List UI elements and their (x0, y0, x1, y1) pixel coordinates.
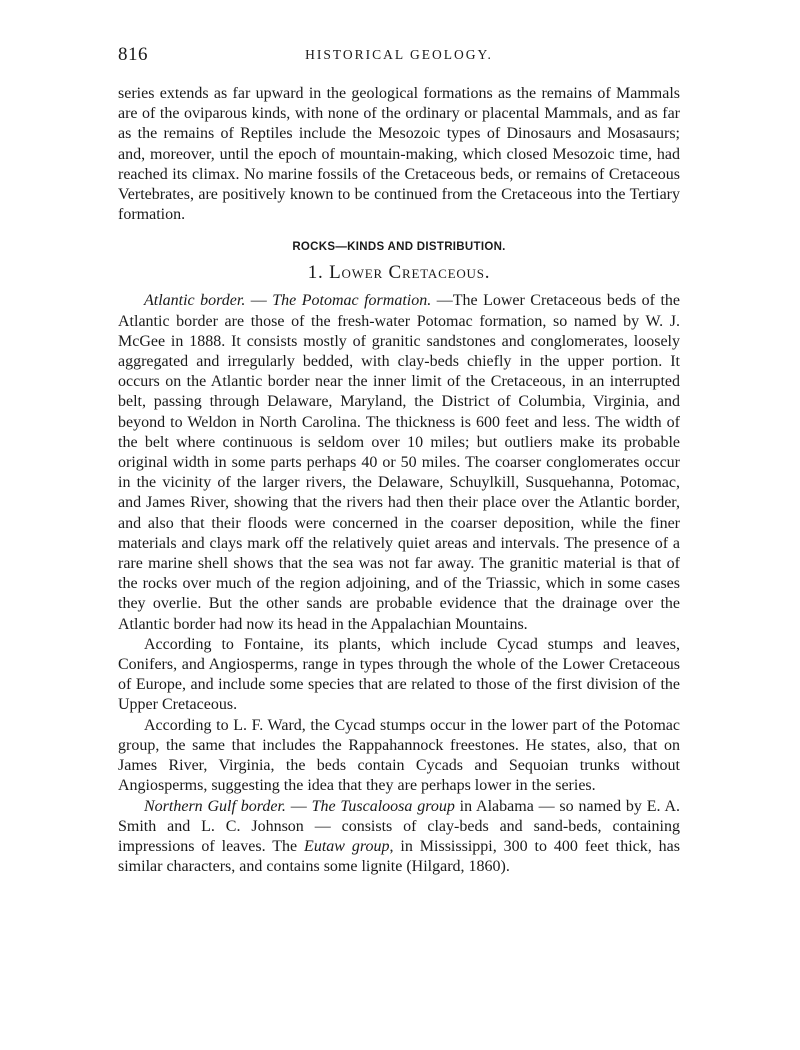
running-title: HISTORICAL GEOLOGY. (305, 47, 493, 62)
atlantic-border-text: The Lower Cretaceous beds of the Atlantic border are those of the fresh-water Potomac formation, so named by W. J. McGee in 1888. It consists mostly of granitic sandstones and conglomerates, loosely aggregated and irregularly bedded, with clay-beds chiefly in the upper portion. It occurs on the Atlantic border near the inner limit of the Cretaceous, in an interrupted belt, passing through Delaware, Maryland, the District of Columbia, Virginia, and beyond to Weldon in North Carolina. The thickness is 600 feet and less. The width of the belt where continuous is seldom over 10 miles; but outliers make its probable original width in some parts perhaps 40 or 50 miles. The coarser conglomerates occur in the vicinity of the larger rivers, the Delaware, Schuylkill, Susquehanna, Potomac, and James River, showing that the rivers had then their place over the Atlantic border, and also that their floods were concerned in the coarser deposition, while the finer materials and clays mark off the relatively quiet areas and intervals. The presence of a rare marine shell shows that the sea was not far away. The granitic material is that of the rocks over much of the region adjoining, and of the Triassic, which in some cases they overlie. But the other sands are probable evidence that the drainage over the Atlantic border had now its head in the Appalachian Mountains. (118, 292, 681, 633)
section-heading: ROCKS—KINDS AND DISTRIBUTION. (292, 241, 506, 254)
gulf-lead-dash: — (285, 797, 312, 815)
potomac-formation-dash: — (431, 292, 453, 310)
intro-paragraph: series extends as far upward in the geological formations as the remains of Mammals are of the oviparous kinds, with none of the ordinary or placental Mammals, and as far as the remains of Reptiles include the Mesozoic types of Dinosaurs and Mosasaurs; and, moreover, until the epoch of mountain-making, which closed Mesozoic time, had reached its climax. No marine fossils of the Cretaceous beds, or remains of Cretaceous Vertebrates, are positively known to be continued from the Cretaceous into the Tertiary formation. (118, 85, 680, 224)
atlantic-lead-label: Atlantic border. (144, 292, 246, 310)
book-page (118, 40, 680, 877)
subsection-heading (118, 262, 680, 284)
subsection-title: Lower Cretaceous. (329, 262, 491, 284)
page-number: 816 (118, 44, 148, 65)
atlantic-border-paragraph (118, 291, 680, 634)
fontaine-paragraph: According to Fontaine, its plants, which include Cycad stumps and leaves, Conifers, and Angiosperms, range in types through the whole of the Lower Cretaceous of Europe, and include some species that are related to those of the first division of the Upper Cretaceous. (118, 635, 680, 714)
eutaw-label: Eutaw group (304, 837, 390, 855)
atlantic-lead-dash: — (245, 292, 273, 310)
subsection-number: 1. (307, 262, 324, 284)
potomac-formation-label: The Potomac formation. (272, 292, 432, 310)
gulf-lead-label: Northern Gulf border. (144, 797, 286, 815)
gulf-text-1: in Alabama — so named by E. A. Smith and L. C. Johnson — consists of clay-beds and sand-beds, containing impressions of leaves. The (118, 797, 681, 855)
tuscaloosa-label: The Tuscaloosa group (311, 797, 455, 815)
gulf-text-2: , in Mississippi, 300 to 400 feet thick, has similar characters, and contains some lignite (Hilgard, 1860). (118, 837, 680, 876)
gulf-border-paragraph (118, 797, 680, 878)
running-head (118, 40, 680, 70)
ward-paragraph: According to L. F. Ward, the Cycad stumps occur in the lower part of the Potomac group, the same that includes the Rappahannock freestones. He states, also, that on James River, Virginia, the beds contain Cycads and Sequoian trunks without Angiosperms, suggesting the idea that they are perhaps lower in the series. (118, 716, 680, 795)
